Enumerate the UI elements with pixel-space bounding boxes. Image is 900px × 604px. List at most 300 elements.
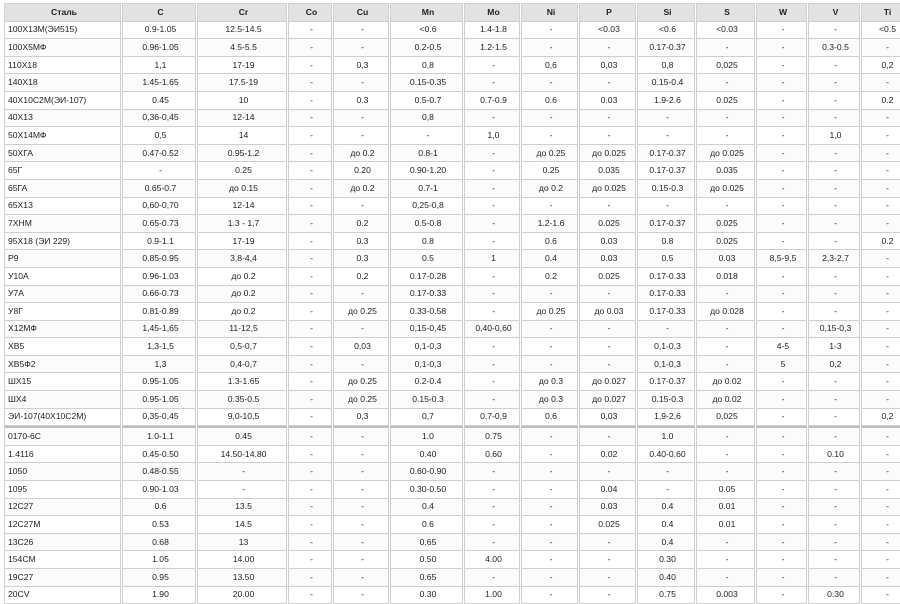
table-cell: - — [288, 338, 332, 356]
table-cell: 0,2 — [861, 409, 900, 427]
table-cell: - — [861, 110, 900, 128]
table-cell: 0.6 — [390, 516, 463, 534]
table-cell: - — [288, 268, 332, 286]
table-cell: - — [464, 198, 520, 216]
table-cell: - — [521, 198, 578, 216]
table-cell: - — [696, 286, 755, 304]
table-cell: - — [464, 233, 520, 251]
table-cell: - — [808, 57, 860, 75]
table-cell: - — [464, 303, 520, 321]
table-cell: 4.5-5.5 — [197, 39, 287, 57]
table-cell: 0.035 — [579, 162, 636, 180]
table-cell: 0.025 — [579, 268, 636, 286]
table-cell: 1 — [464, 250, 520, 268]
table-cell: - — [333, 22, 389, 40]
table-row — [4, 446, 900, 464]
table-cell: - — [333, 74, 389, 92]
table-cell: 0.40-0.60 — [637, 446, 695, 464]
table-cell: 0.2-0.4 — [390, 373, 463, 391]
column-header: W — [756, 3, 807, 22]
table-cell: - — [756, 127, 807, 145]
table-cell: - — [288, 391, 332, 409]
table-cell: до 0.25 — [333, 391, 389, 409]
table-cell: 0,2 — [808, 356, 860, 374]
steel-grade-cell: 1.4116 — [4, 446, 121, 464]
table-cell: - — [579, 534, 636, 552]
table-cell: 1,0 — [464, 127, 520, 145]
table-cell: - — [696, 551, 755, 569]
table-cell: 0.81-0.89 — [122, 303, 196, 321]
table-cell: 0.40 — [637, 569, 695, 587]
table-cell: - — [579, 587, 636, 604]
table-cell: - — [756, 481, 807, 499]
table-cell: 1.0 — [390, 426, 463, 446]
table-row — [4, 426, 900, 446]
steel-grade-cell: ШХ4 — [4, 391, 121, 409]
table-cell: 0.3-0.5 — [808, 39, 860, 57]
table-cell: - — [333, 39, 389, 57]
table-cell: 20.00 — [197, 587, 287, 604]
table-cell: - — [861, 551, 900, 569]
table-row — [4, 569, 900, 587]
table-cell: 0.01 — [696, 499, 755, 517]
table-cell: до 0.25 — [333, 303, 389, 321]
table-row — [4, 481, 900, 499]
table-cell: 12-14 — [197, 198, 287, 216]
column-header: V — [808, 3, 860, 22]
steel-grade-cell: ХВ5Ф2 — [4, 356, 121, 374]
table-cell: 0,025 — [696, 409, 755, 427]
table-cell: - — [464, 110, 520, 128]
table-cell: - — [861, 145, 900, 163]
table-cell: 0.68 — [122, 534, 196, 552]
table-cell: - — [808, 373, 860, 391]
table-cell: - — [637, 321, 695, 339]
table-row — [4, 162, 900, 180]
steel-grade-cell: 12C27M — [4, 516, 121, 534]
table-cell: 0.9-1.05 — [122, 22, 196, 40]
table-cell: - — [579, 39, 636, 57]
table-cell: - — [756, 391, 807, 409]
table-cell: - — [521, 481, 578, 499]
table-cell: 0,35-0,45 — [122, 409, 196, 427]
table-cell: - — [288, 551, 332, 569]
table-cell: 0.2-0.5 — [390, 39, 463, 57]
table-cell: до 0.03 — [579, 303, 636, 321]
table-cell: 0.17-0.37 — [637, 39, 695, 57]
table-cell: 0.33-0.58 — [390, 303, 463, 321]
table-cell: - — [288, 198, 332, 216]
table-cell: 9,0-10,5 — [197, 409, 287, 427]
table-row — [4, 321, 900, 339]
steel-grade-cell: У7А — [4, 286, 121, 304]
table-cell: 0.17-0.33 — [637, 303, 695, 321]
table-cell: 0,40-0,60 — [464, 321, 520, 339]
table-cell: - — [521, 74, 578, 92]
table-cell: - — [464, 391, 520, 409]
table-cell: 0.45-0.50 — [122, 446, 196, 464]
table-row — [4, 74, 900, 92]
table-cell: до 0.25 — [521, 303, 578, 321]
table-cell: <0.03 — [696, 22, 755, 40]
table-cell: - — [861, 303, 900, 321]
table-cell: 8,5-9,5 — [756, 250, 807, 268]
table-cell: до 0.025 — [696, 180, 755, 198]
table-cell: 0.75 — [464, 426, 520, 446]
steel-grade-cell: 65Х13 — [4, 198, 121, 216]
table-cell: - — [521, 338, 578, 356]
table-cell: - — [288, 303, 332, 321]
table-cell: - — [288, 92, 332, 110]
table-cell: - — [464, 57, 520, 75]
table-cell: 0,8 — [637, 57, 695, 75]
steel-grade-cell: Х12МФ — [4, 321, 121, 339]
table-cell: 0,2 — [861, 57, 900, 75]
table-cell: - — [521, 321, 578, 339]
table-cell: 1,45-1,65 — [122, 321, 196, 339]
table-cell: - — [861, 499, 900, 517]
table-cell: до 0.25 — [333, 373, 389, 391]
table-cell: - — [288, 481, 332, 499]
steel-grade-cell: 40Х13 — [4, 110, 121, 128]
table-row — [4, 250, 900, 268]
column-header: Co — [288, 3, 332, 22]
steel-composition-table-container — [3, 3, 897, 604]
table-cell: - — [464, 215, 520, 233]
table-cell: 0,03 — [579, 57, 636, 75]
table-cell: - — [808, 551, 860, 569]
table-cell: 1.3-1.65 — [197, 373, 287, 391]
table-cell: 0.30 — [637, 551, 695, 569]
steel-grade-cell: У10А — [4, 268, 121, 286]
table-row — [4, 215, 900, 233]
table-row — [4, 516, 900, 534]
table-row — [4, 587, 900, 604]
table-cell: 0,60-0,70 — [122, 198, 196, 216]
steel-grade-cell: 12C27 — [4, 499, 121, 517]
table-cell: - — [696, 356, 755, 374]
table-cell: 0.3 — [333, 92, 389, 110]
table-cell: - — [696, 569, 755, 587]
table-cell: - — [390, 127, 463, 145]
table-cell: - — [756, 57, 807, 75]
table-cell: 0.17-0.28 — [390, 268, 463, 286]
table-cell: - — [521, 446, 578, 464]
table-cell: - — [333, 356, 389, 374]
table-cell: до 0.15 — [197, 180, 287, 198]
table-cell: 0.3 — [333, 233, 389, 251]
table-cell: 0,1-0,3 — [637, 338, 695, 356]
table-cell: 0,8 — [390, 57, 463, 75]
table-cell: 10 — [197, 92, 287, 110]
table-cell: до 0.025 — [579, 180, 636, 198]
table-cell: - — [861, 534, 900, 552]
table-cell: 0.15-0.3 — [637, 180, 695, 198]
table-cell: 0.65 — [390, 569, 463, 587]
table-cell: 1.05 — [122, 551, 196, 569]
table-cell: - — [756, 321, 807, 339]
table-cell: - — [288, 499, 332, 517]
steel-grade-cell: 0170-6C — [4, 426, 121, 446]
table-row — [4, 286, 900, 304]
table-cell: 14.00 — [197, 551, 287, 569]
steel-grade-cell: 19C27 — [4, 569, 121, 587]
column-header: Cr — [197, 3, 287, 22]
table-cell: 0.30 — [390, 587, 463, 604]
steel-grade-cell: 1050 — [4, 463, 121, 481]
table-cell: 2,3-2,7 — [808, 250, 860, 268]
table-cell: - — [464, 145, 520, 163]
table-cell: 0,025 — [696, 57, 755, 75]
column-header: Mn — [390, 3, 463, 22]
table-cell: - — [696, 321, 755, 339]
table-cell: 0.95 — [122, 569, 196, 587]
table-cell: 0,7-0,9 — [464, 409, 520, 427]
table-cell: - — [861, 215, 900, 233]
table-cell: до 0.2 — [521, 180, 578, 198]
table-cell: - — [464, 481, 520, 499]
table-cell: 1.3 - 1,7 — [197, 215, 287, 233]
table-cell: 0,03 — [579, 409, 636, 427]
table-cell: 13.5 — [197, 499, 287, 517]
table-cell: 0.17-0.33 — [390, 286, 463, 304]
table-cell: - — [756, 534, 807, 552]
table-cell: - — [521, 516, 578, 534]
table-cell: - — [579, 569, 636, 587]
table-cell: 0.003 — [696, 587, 755, 604]
table-cell: - — [464, 569, 520, 587]
table-cell: - — [288, 215, 332, 233]
table-cell: 0,5 — [122, 127, 196, 145]
table-cell: - — [808, 516, 860, 534]
table-cell: - — [288, 463, 332, 481]
table-cell: 13.50 — [197, 569, 287, 587]
table-cell: 0.96-1.05 — [122, 39, 196, 57]
steel-grade-cell: 95Х18 (ЭИ 229) — [4, 233, 121, 251]
table-cell: - — [333, 198, 389, 216]
table-cell: - — [808, 426, 860, 446]
table-cell: - — [756, 162, 807, 180]
table-cell: - — [333, 534, 389, 552]
table-cell: - — [333, 499, 389, 517]
table-cell: 0.03 — [696, 250, 755, 268]
table-cell: до 0.2 — [333, 145, 389, 163]
table-cell: - — [861, 516, 900, 534]
table-row — [4, 499, 900, 517]
table-cell: - — [521, 534, 578, 552]
steel-grade-cell: 110Х18 — [4, 57, 121, 75]
table-cell: - — [521, 551, 578, 569]
table-cell: 0.5-0.7 — [390, 92, 463, 110]
table-row — [4, 534, 900, 552]
table-cell: - — [197, 463, 287, 481]
table-cell: 0.8 — [637, 233, 695, 251]
table-cell: - — [861, 338, 900, 356]
table-cell: 14.5 — [197, 516, 287, 534]
table-cell: 0.2 — [333, 215, 389, 233]
table-cell: - — [808, 22, 860, 40]
table-cell: 5 — [756, 356, 807, 374]
table-cell: 0.9-1.1 — [122, 233, 196, 251]
steel-grade-cell: ШХ15 — [4, 373, 121, 391]
table-cell: 0.02 — [579, 446, 636, 464]
table-cell: до 0.3 — [521, 391, 578, 409]
table-cell: - — [464, 499, 520, 517]
table-cell: - — [288, 22, 332, 40]
table-cell: 0,15-0,3 — [808, 321, 860, 339]
table-cell: 1.9-2.6 — [637, 92, 695, 110]
column-header: Si — [637, 3, 695, 22]
table-cell: 0.8-1 — [390, 145, 463, 163]
table-cell: - — [579, 286, 636, 304]
table-body — [4, 22, 900, 604]
table-row — [4, 338, 900, 356]
table-cell: 0.4 — [637, 499, 695, 517]
column-header: P — [579, 3, 636, 22]
steel-grade-cell: 40Х10С2М(ЭИ-107) — [4, 92, 121, 110]
table-cell: - — [756, 499, 807, 517]
table-cell: 0.65 — [390, 534, 463, 552]
table-cell: - — [808, 198, 860, 216]
table-cell: 0.85-0.95 — [122, 250, 196, 268]
steel-grade-cell: 100Х13М(ЭИ515) — [4, 22, 121, 40]
table-cell: - — [756, 110, 807, 128]
table-cell: - — [579, 74, 636, 92]
table-cell: 1.4-1.8 — [464, 22, 520, 40]
table-cell: - — [122, 162, 196, 180]
table-cell: - — [464, 516, 520, 534]
table-cell: - — [861, 162, 900, 180]
table-cell: - — [808, 180, 860, 198]
table-cell: - — [288, 569, 332, 587]
steel-grade-cell: 50Х14МФ — [4, 127, 121, 145]
table-cell: 0,4-0,7 — [197, 356, 287, 374]
table-cell: 0.15-0.4 — [637, 74, 695, 92]
table-cell: 0.35-0.5 — [197, 391, 287, 409]
table-cell: - — [288, 57, 332, 75]
table-cell: 0.025 — [579, 215, 636, 233]
steel-grade-cell: 20CV — [4, 587, 121, 604]
table-cell: - — [288, 409, 332, 427]
table-cell: - — [464, 338, 520, 356]
table-cell: 0.45 — [122, 92, 196, 110]
steel-composition-table — [3, 3, 900, 604]
table-row — [4, 92, 900, 110]
table-cell: 17.5-19 — [197, 74, 287, 92]
table-cell: - — [756, 92, 807, 110]
table-cell: - — [637, 198, 695, 216]
table-cell: - — [861, 356, 900, 374]
table-cell: - — [861, 268, 900, 286]
table-cell: 0.10 — [808, 446, 860, 464]
table-cell: 0,36-0,45 — [122, 110, 196, 128]
table-cell: - — [808, 534, 860, 552]
table-row — [4, 127, 900, 145]
table-row — [4, 145, 900, 163]
table-cell: 0.7-0.9 — [464, 92, 520, 110]
table-cell: 0.03 — [579, 92, 636, 110]
table-cell: - — [333, 127, 389, 145]
table-row — [4, 57, 900, 75]
table-cell: 1.00 — [464, 587, 520, 604]
table-cell: - — [464, 356, 520, 374]
table-cell: 0.17-0.37 — [637, 145, 695, 163]
table-cell: - — [861, 250, 900, 268]
table-row — [4, 391, 900, 409]
table-cell: - — [696, 39, 755, 57]
table-cell: 0.90-1.20 — [390, 162, 463, 180]
table-cell: - — [579, 338, 636, 356]
table-cell: - — [696, 74, 755, 92]
table-row — [4, 551, 900, 569]
table-cell: - — [288, 516, 332, 534]
table-cell: до 0.028 — [696, 303, 755, 321]
table-cell: <0.6 — [637, 22, 695, 40]
table-row — [4, 110, 900, 128]
table-cell: 0.65-0.7 — [122, 180, 196, 198]
table-cell: - — [756, 215, 807, 233]
table-cell: - — [521, 463, 578, 481]
table-cell: 0.30-0.50 — [390, 481, 463, 499]
table-cell: 0,5-0,7 — [197, 338, 287, 356]
table-cell: - — [808, 391, 860, 409]
table-cell: - — [579, 463, 636, 481]
table-cell: 0.47-0.52 — [122, 145, 196, 163]
table-row — [4, 356, 900, 374]
table-cell: 1,3 — [122, 356, 196, 374]
table-row — [4, 463, 900, 481]
table-cell: - — [861, 127, 900, 145]
table-cell: 4.00 — [464, 551, 520, 569]
table-cell: - — [579, 426, 636, 446]
table-cell: - — [808, 74, 860, 92]
table-cell: - — [861, 569, 900, 587]
table-cell: - — [696, 338, 755, 356]
steel-grade-cell: 7ХНМ — [4, 215, 121, 233]
table-cell: - — [808, 215, 860, 233]
table-row — [4, 39, 900, 57]
table-cell: - — [808, 499, 860, 517]
table-cell: - — [808, 481, 860, 499]
table-cell: 1,9-2,6 — [637, 409, 695, 427]
table-cell: 0.05 — [696, 481, 755, 499]
steel-grade-cell: 1095 — [4, 481, 121, 499]
table-cell: 0.035 — [696, 162, 755, 180]
table-cell: 0.018 — [696, 268, 755, 286]
table-cell: - — [521, 569, 578, 587]
table-cell: 0.5 — [637, 250, 695, 268]
table-cell: 0.90-1.03 — [122, 481, 196, 499]
table-cell: - — [521, 426, 578, 446]
table-cell: 0.2 — [861, 233, 900, 251]
table-cell: - — [808, 233, 860, 251]
table-cell: - — [464, 286, 520, 304]
table-cell: - — [521, 587, 578, 604]
table-cell: - — [756, 303, 807, 321]
table-cell: до 0.02 — [696, 373, 755, 391]
table-cell: - — [808, 92, 860, 110]
table-cell: <0.6 — [390, 22, 463, 40]
table-cell: 0,1-0,3 — [637, 356, 695, 374]
table-cell: - — [333, 321, 389, 339]
table-cell: 0.025 — [579, 516, 636, 534]
table-cell: - — [861, 373, 900, 391]
table-cell: - — [861, 198, 900, 216]
table-cell: - — [579, 551, 636, 569]
table-cell: 17-19 — [197, 233, 287, 251]
table-cell: 0,3 — [333, 409, 389, 427]
table-cell: 0.53 — [122, 516, 196, 534]
